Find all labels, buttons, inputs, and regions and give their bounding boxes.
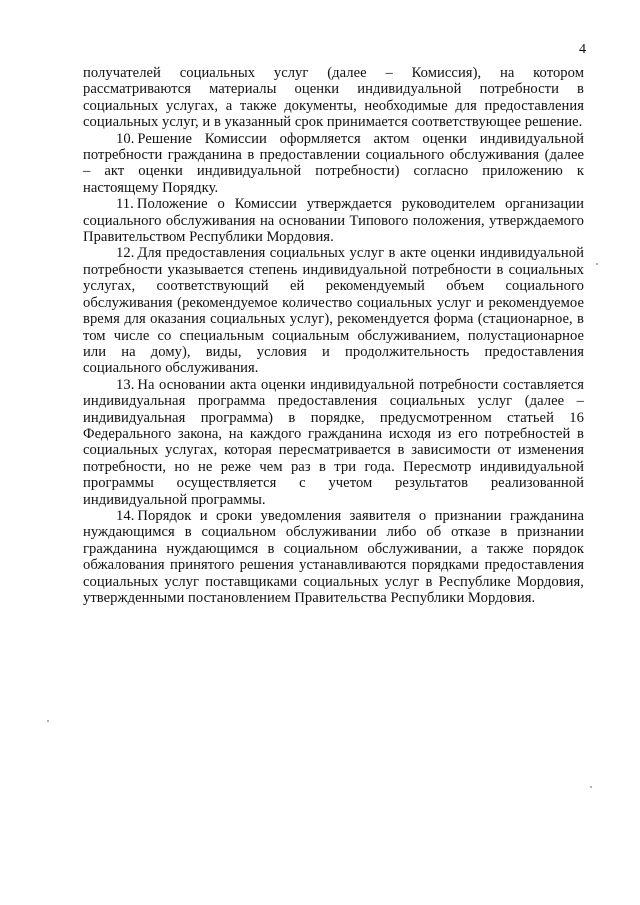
page-number: 4	[579, 42, 586, 57]
document-body	[83, 65, 584, 606]
paragraph-11	[83, 196, 584, 245]
paragraph-14	[83, 508, 584, 606]
paragraph-13	[83, 377, 584, 508]
paragraph-number: 11.	[116, 196, 134, 213]
paragraph-12	[83, 245, 584, 376]
paragraph-number: 10.	[116, 130, 135, 147]
paragraph-text: Порядок и сроки уведомления заявителя о признании гражданина нуждающимся в социальном обслуживании либо об отказе в признании гражданина нуждающимся в социальном обслуживании, а также порядок обжалования принятого решения устанавливаются порядками предоставления социальных услуг поставщиками социальных услуг в Республике Мордовия, утвержденными постановлением Правительства Республики Мордовия.	[83, 507, 584, 606]
scan-speck	[47, 720, 49, 722]
scan-speck	[596, 263, 598, 265]
paragraph-continuation	[83, 65, 584, 131]
paragraph-10	[83, 131, 584, 197]
paragraph-number: 12.	[116, 245, 135, 262]
paragraph-number: 14.	[116, 507, 135, 524]
scan-speck	[590, 786, 592, 788]
paragraph-text: Решение Комиссии оформляется актом оценки индивидуальной потребности гражданина в предоставлении социального обслуживания (далее – акт оценки индивидуальной потребности) согласно приложению к настоящему Порядку.	[83, 130, 584, 196]
paragraph-text: Для предоставления социальных услуг в акте оценки индивидуальной потребности указывается степень индивидуальной потребности в социальных услугах, соответствующий ей рекомендуемый объем социального обслуживания (рекомендуемое количество социальных услуг и рекомендуемое время для оказания социальных услуг), рекомендуется форма (стационарное, в том числе со специальным социальным обслуживанием, полустационарное или на дому), виды, условия и продолжительность предоставления социального обслуживания.	[83, 245, 584, 377]
paragraph-number: 13.	[116, 376, 135, 393]
paragraph-text: получателей социальных услуг (далее – Комиссия), на котором рассматриваются материалы оценки индивидуальной потребности в социальных услугах, а также документы, необходимые для предоставления социальных услуг, и в указанный срок принимается соответствующее решение.	[83, 65, 584, 131]
paragraph-text: Положение о Комиссии утверждается руководителем организации социального обслуживания на основании Типового положения, утверждаемого Правительством Республики Мордовия.	[83, 196, 584, 246]
paragraph-text: На основании акта оценки индивидуальной потребности составляется индивидуальная программа предоставления социальных услуг (далее – индивидуальная программа) в порядке, предусмотренном статьей 16 Федерального закона, на каждого гражданина исходя из его потребностей в социальных услугах, которая пересматривается в зависимости от изменения потребности, но не реже чем раз в три года. Пересмотр индивидуальной программы осуществляется с учетом результатов реализованной индивидуальной программы.	[83, 376, 584, 508]
